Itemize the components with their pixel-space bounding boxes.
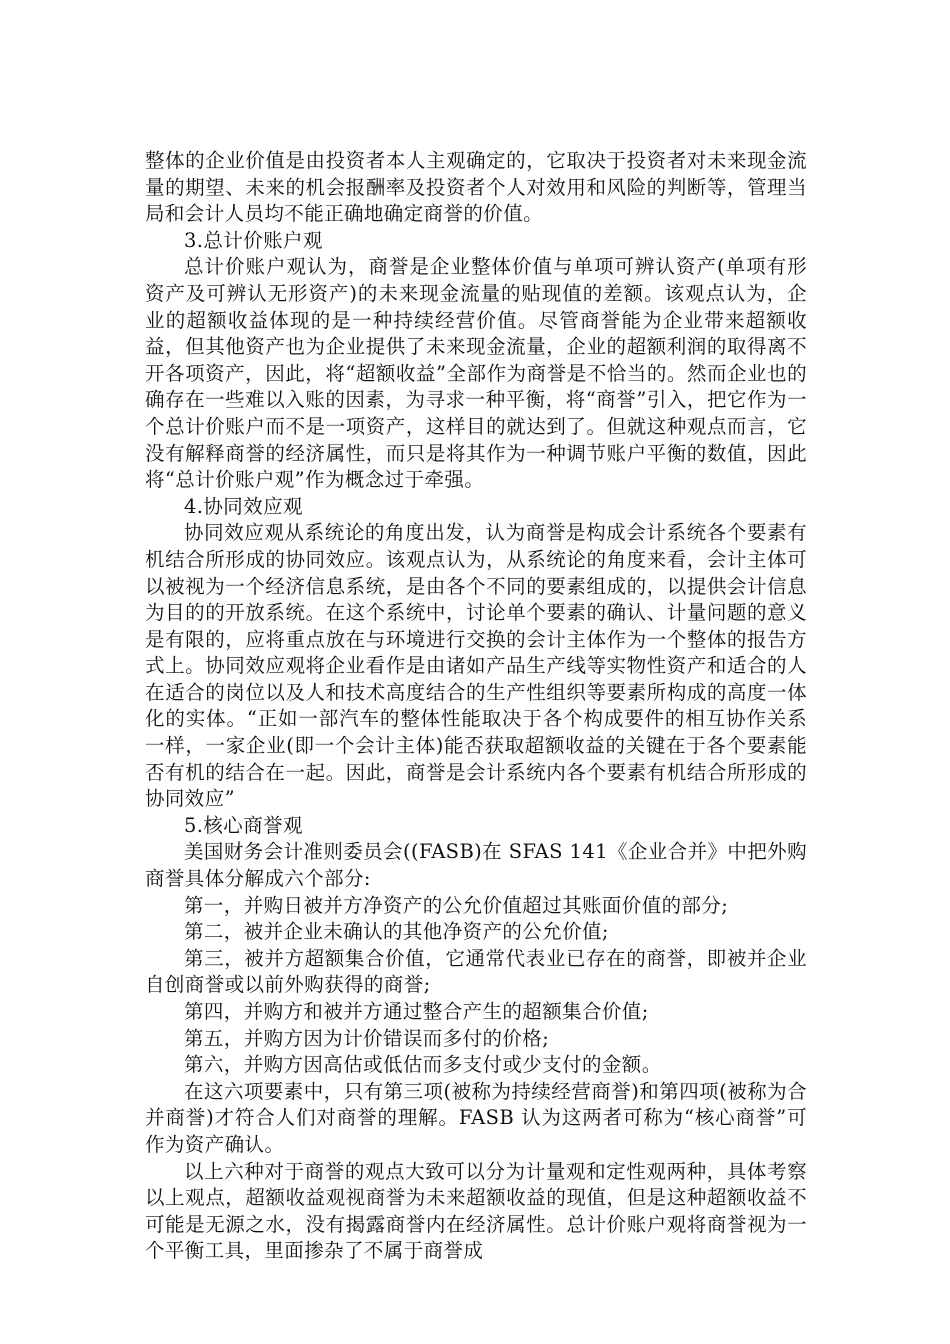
list-item-fifth: 第五，并购方因为计价错误而多付的价格; (184, 1026, 550, 1050)
paragraph-continuation: 整体的企业价值是由投资者本人主观确定的，它取决于投资者对未来现金流量的期望、未来的机会报酬率及投资者个人对效用和风险的判断等，管理当局和会计人员均不能正确地确定商誉的价值。 (145, 149, 807, 226)
list-item-first: 第一，并购日被并方净资产的公允价值超过其账面价值的部分; (184, 893, 729, 917)
list-item-second: 第二，被并企业未确认的其他净资产的公允价值; (184, 920, 609, 944)
paragraph-fasb-intro: 美国财务会计准则委员会((FASB)在 SFAS 141《企业合并》中把外购商誉具体分解成六个部分: (145, 840, 807, 891)
paragraph-conclusion: 以上六种对于商誉的观点大致可以分为计量观和定性观两种，具体考察以上观点，超额收益观视商誉为未来超额收益的现值，但是这种超额收益不可能是无源之水，没有揭露商誉内在经济属性。总计价账户观将商誉视为一个平衡工具，里面掺杂了不属于商誉成 (145, 1159, 807, 1263)
heading-core-goodwill-view: 5.核心商誉观 (184, 813, 303, 837)
paragraph-core-goodwill-summary: 在这六项要素中，只有第三项(被称为持续经营商誉)和第四项(被称为合并商誉)才符合人们对商誉的理解。FASB 认为这两者可称为“核心商誉”可作为资产确认。 (145, 1079, 807, 1156)
list-item-third: 第三，被并方超额集合价值，它通常代表业已存在的商誉，即被并企业自创商誉或以前外购获得的商誉; (145, 946, 807, 997)
list-item-sixth: 第六，并购方因高估或低估而多支付或少支付的金额。 (184, 1053, 662, 1077)
paragraph-total-valuation-account-view: 总计价账户观认为，商誉是企业整体价值与单项可辨认资产(单项有形资产及可辨认无形资产)的未来现金流量的贴现值的差额。该观点认为，企业的超额收益体现的是一种持续经营价值。尽管商誉能为企业带来超额收益，但其他资产也为企业提供了未来现金流量，企业的超额利润的取得离不开各项资产，因此，将“超额收益”全部作为商誉是不恰当的。然而企业也的确存在一些难以入账的因素，为寻求一种平衡，将“商誉”引入，把它作为一个总计价账户而不是一项资产，这样目的就达到了。但就这种观点而言，它没有解释商誉的经济属性，而只是将其作为一种调节账户平衡的数值，因此将“总计价账户观”作为概念过于牵强。 (145, 255, 807, 492)
heading-total-valuation-account-view: 3.总计价账户观 (184, 228, 323, 252)
list-item-fourth: 第四，并购方和被并方通过整合产生的超额集合价值; (184, 1000, 649, 1023)
paragraph-synergy-view: 协同效应观从系统论的角度出发，认为商誉是构成会计系统各个要素有机结合所形成的协同效应。该观点认为，从系统论的角度来看，会计主体可以被视为一个经济信息系统，是由各个不同的要素组成的，以提供会计信息为目的的开放系统。在这个系统中，讨论单个要素的确认、计量问题的意义是有限的，应将重点放在与环境进行交换的会计主体作为一个整体的报告方式上。协同效应观将企业看作是由诸如产品生产线等实物性资产和适合的人在适合的岗位以及人和技术高度结合的生产性组织等要素所构成的高度一体化的实体。“正如一部汽车的整体性能取决于各个构成要件的相互协作关系一样，一家企业(即一个会计主体)能否获取超额收益的关键在于各个要素能否有机的结合在一起。因此，商誉是会计系统内各个要素有机结合所形成的协同效应” (145, 521, 807, 811)
document-body (145, 148, 807, 1265)
heading-synergy-view: 4.协同效应观 (184, 494, 303, 518)
